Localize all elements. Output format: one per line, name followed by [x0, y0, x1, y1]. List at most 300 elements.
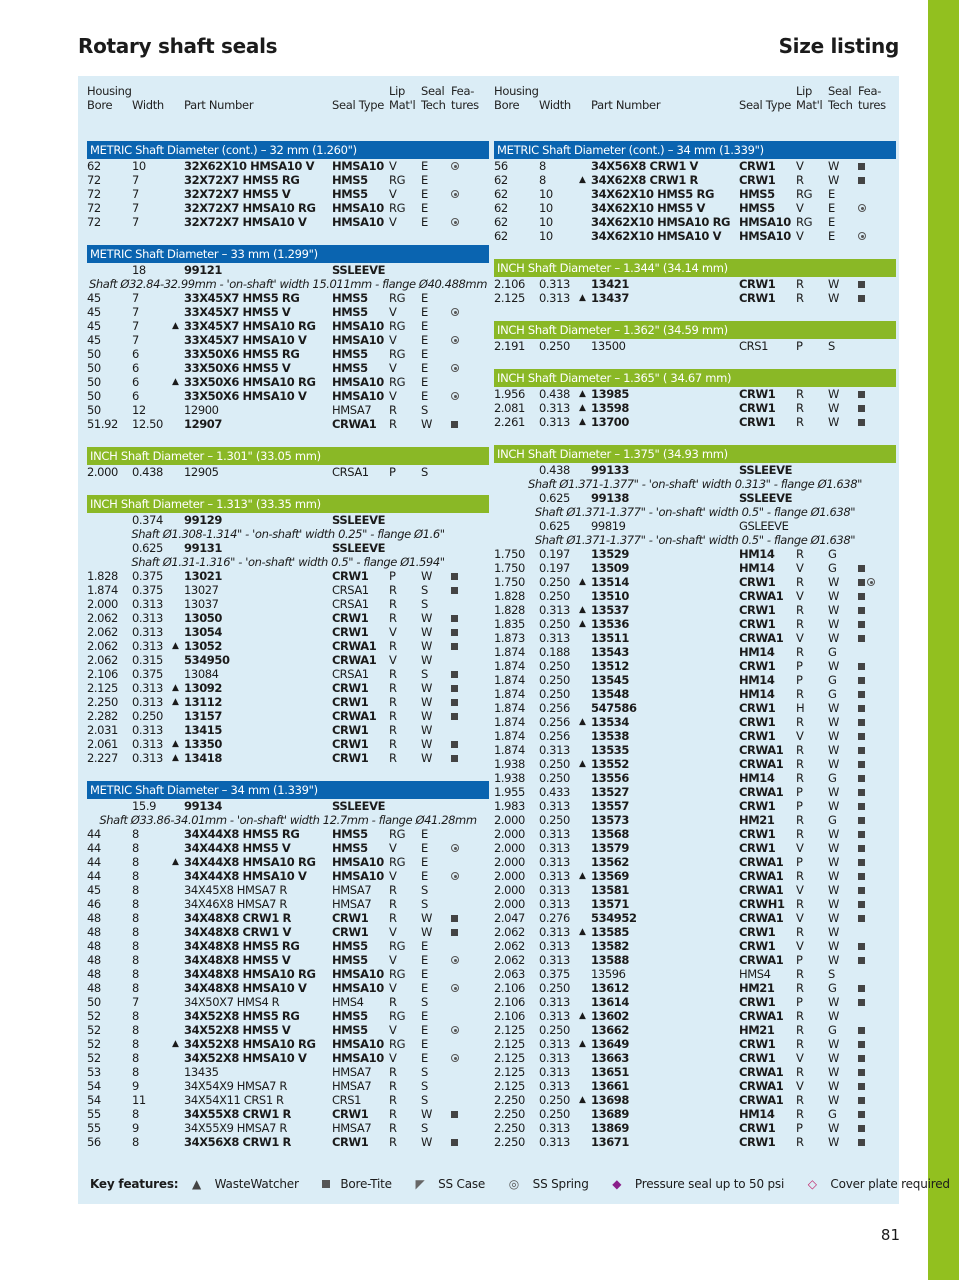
header-matl: Mat'l	[389, 98, 416, 112]
width-value: 9	[132, 1079, 139, 1093]
bore-tite-icon	[858, 621, 865, 628]
part-number: 34X56X8 CRW1 V	[591, 159, 699, 173]
ss-spring-icon	[451, 162, 459, 170]
seal-type: HMSA10	[332, 869, 384, 883]
part-number: 13557	[591, 799, 630, 813]
bore-tite-icon	[858, 691, 865, 698]
part-number: 13112	[184, 695, 223, 709]
width-value: 12	[132, 403, 146, 417]
seal-type: CRWH1	[739, 897, 785, 911]
bore-tite-icon	[451, 573, 458, 580]
bore-value: 2.191	[494, 339, 525, 353]
table-row	[87, 291, 489, 305]
header-tures: tures	[451, 98, 479, 112]
width-value: 0.256	[539, 729, 570, 743]
width-value: 15.9	[132, 799, 157, 813]
table-row	[87, 1107, 489, 1121]
part-number: 12905	[184, 465, 219, 479]
bore-tite-icon	[451, 741, 458, 748]
features	[451, 187, 459, 201]
seal-tech: W	[828, 701, 839, 715]
table-row	[494, 981, 896, 995]
part-number: 13512	[591, 659, 630, 673]
table-row	[494, 1135, 896, 1149]
bore-value: 50	[87, 375, 101, 389]
lip-material: RG	[389, 1037, 406, 1051]
lip-material: V	[796, 229, 804, 243]
seal-tech: S	[421, 597, 428, 611]
features	[858, 953, 867, 967]
sleeve-note: Shaft Ø1.371-1.377" - 'on-shaft' width 0.5" - flange Ø1.638"	[534, 505, 856, 519]
bore-value: 2.031	[87, 723, 118, 737]
lip-material: R	[389, 709, 397, 723]
seal-type: CRSA1	[332, 583, 369, 597]
lip-material: R	[389, 911, 397, 925]
seal-type: HMSA10	[332, 967, 384, 981]
seal-type: HMSA10	[739, 229, 791, 243]
seal-tech: E	[828, 215, 835, 229]
seal-type: CRWA1	[739, 911, 784, 925]
features	[451, 1135, 460, 1149]
table-row	[87, 1121, 489, 1135]
wastewatcher-icon: ▲	[579, 871, 586, 881]
seal-tech: S	[421, 897, 428, 911]
width-value: 0.375	[132, 667, 163, 681]
seal-tech: W	[828, 1037, 839, 1051]
seal-tech: W	[828, 939, 839, 953]
lip-material: P	[389, 465, 396, 479]
seal-type: HMS5	[332, 939, 368, 953]
width-value: 0.313	[539, 883, 570, 897]
bore-value: 2.062	[494, 939, 525, 953]
lip-material: V	[389, 1023, 397, 1037]
lip-material: RG	[389, 291, 406, 305]
seal-tech: W	[828, 841, 839, 855]
seal-tech: E	[421, 361, 428, 375]
seal-tech: G	[828, 547, 837, 561]
width-value: 0.250	[539, 687, 570, 701]
part-number: 13573	[591, 813, 630, 827]
part-number: 34X48X8 CRW1 V	[184, 925, 292, 939]
part-number: 13985	[591, 387, 630, 401]
ss-spring-icon	[451, 1026, 459, 1034]
ss-spring-icon	[451, 364, 459, 372]
header-lip: Lip	[796, 84, 813, 98]
table-row	[87, 417, 489, 431]
width-value: 0.188	[539, 645, 570, 659]
width-value: 0.250	[539, 813, 570, 827]
part-number: 13052	[184, 639, 223, 653]
seal-tech: E	[421, 1051, 428, 1065]
header-housing: Housing	[494, 84, 539, 98]
table-row	[494, 925, 896, 939]
bore-value: 55	[87, 1107, 101, 1121]
features	[858, 575, 875, 589]
lip-material: P	[796, 659, 803, 673]
part-number: 99819	[591, 519, 626, 533]
table-row	[494, 785, 896, 799]
bore-value: 2.106	[494, 277, 525, 291]
table-row	[494, 291, 896, 305]
bore-value: 50	[87, 995, 101, 1009]
table-row	[494, 387, 896, 401]
seal-tech: S	[421, 995, 428, 1009]
seal-type: HMSA10	[332, 215, 384, 229]
seal-type: HMS5	[332, 1009, 368, 1023]
seal-tech: S	[421, 583, 428, 597]
lip-material: R	[796, 617, 804, 631]
part-number: 12907	[184, 417, 223, 431]
seal-type: CRW1	[739, 1121, 776, 1135]
seal-tech: W	[828, 589, 839, 603]
width-value: 8	[132, 883, 139, 897]
width-value: 8	[132, 1107, 139, 1121]
part-number: 13510	[591, 589, 630, 603]
width-value: 0.313	[132, 681, 163, 695]
seal-type: CRW1	[332, 625, 369, 639]
features	[451, 911, 460, 925]
seal-tech: W	[828, 925, 839, 939]
seal-type: CRW1	[332, 751, 369, 765]
seal-type: SSLEEVE	[332, 513, 386, 527]
part-number: 32X72X7 HMS5 RG	[184, 173, 300, 187]
bore-tite-icon	[858, 999, 865, 1006]
seal-type: CRWA1	[739, 869, 784, 883]
bore-value: 72	[87, 173, 101, 187]
side-accent-bar	[928, 0, 959, 1280]
sleeve-note: Shaft Ø1.371-1.377" - 'on-shaft' width 0.313" - flange Ø1.638"	[527, 477, 863, 491]
lip-material: P	[389, 569, 396, 583]
features	[858, 291, 867, 305]
seal-type: HMSA7	[332, 1079, 372, 1093]
lip-material: R	[796, 291, 804, 305]
part-number: 13571	[591, 897, 630, 911]
bore-tite-icon	[858, 957, 865, 964]
part-number: 34X54X11 CRS1 R	[184, 1093, 284, 1107]
wastewatcher-icon: ▲	[579, 759, 586, 769]
width-value: 0.374	[132, 513, 163, 527]
bore-value: 2.000	[494, 869, 525, 883]
width-value: 0.313	[539, 1009, 570, 1023]
seal-tech: W	[828, 173, 839, 187]
bore-value: 2.062	[87, 625, 118, 639]
seal-type: CRW1	[332, 925, 369, 939]
part-number: 34X48X8 CRW1 R	[184, 911, 291, 925]
seal-tech: E	[421, 981, 428, 995]
header-tech: Tech	[421, 98, 446, 112]
part-number: 13614	[591, 995, 630, 1009]
bore-value: 50	[87, 361, 101, 375]
bore-value: 1.828	[87, 569, 118, 583]
seal-type: CRWA1	[332, 653, 377, 667]
width-value: 7	[132, 187, 139, 201]
bore-tite-icon	[451, 671, 458, 678]
lip-material: R	[796, 813, 804, 827]
wastewatcher-icon: ▲	[172, 321, 179, 331]
seal-type: CRWA1	[332, 639, 377, 653]
bore-value: 1.938	[494, 757, 525, 771]
lip-material: V	[796, 911, 804, 925]
seal-type: HM14	[739, 687, 775, 701]
table-row	[87, 173, 489, 187]
width-value: 0.256	[539, 701, 570, 715]
seal-tech: W	[421, 569, 432, 583]
lip-material: V	[796, 729, 804, 743]
width-value: 0.315	[132, 653, 163, 667]
seal-type: CRS1	[332, 1093, 362, 1107]
seal-type: GSLEEVE	[739, 519, 789, 533]
features	[451, 417, 460, 431]
header-seal-type: Seal Type	[332, 98, 384, 112]
wastewatcher-icon: ▲	[579, 1039, 586, 1049]
seal-type: HM14	[739, 1107, 775, 1121]
width-value: 0.313	[539, 925, 570, 939]
part-number: 13582	[591, 939, 630, 953]
wastewatcher-icon: ▲	[172, 377, 179, 387]
bore-value: 45	[87, 319, 101, 333]
seal-type: CRW1	[332, 737, 369, 751]
seal-type: CRWA1	[739, 1009, 784, 1023]
lip-material: R	[389, 1121, 397, 1135]
width-value: 0.313	[539, 1037, 570, 1051]
bore-tite-icon	[858, 1111, 865, 1118]
features	[451, 639, 460, 653]
seal-type: CRW1	[332, 695, 369, 709]
bore-tite-icon	[858, 1055, 865, 1062]
bore-value: 48	[87, 925, 101, 939]
seal-tech: W	[421, 751, 432, 765]
seal-tech: W	[828, 883, 839, 897]
seal-tech: W	[421, 653, 432, 667]
width-value: 18	[132, 263, 146, 277]
seal-type: HMSA7	[332, 883, 372, 897]
part-number: 33X50X6 HMSA10 V	[184, 389, 307, 403]
section-header: INCH Shaft Diameter – 1.301" (33.05 mm)	[87, 447, 489, 465]
features	[858, 897, 867, 911]
table-row	[87, 187, 489, 201]
bore-value: 2.062	[87, 611, 118, 625]
bore-value: 2.250	[494, 1107, 525, 1121]
part-number: 13092	[184, 681, 223, 695]
width-value: 0.625	[132, 541, 163, 555]
width-value: 0.313	[539, 415, 570, 429]
section-header: INCH Shaft Diameter – 1.375" (34.93 mm)	[494, 445, 896, 463]
width-value: 0.276	[539, 911, 570, 925]
features	[858, 229, 866, 243]
lip-material: V	[389, 389, 397, 403]
bore-value: 2.062	[87, 653, 118, 667]
width-value: 8	[132, 1051, 139, 1065]
lip-material: RG	[389, 855, 406, 869]
bore-tite-icon	[858, 281, 865, 288]
features	[451, 681, 460, 695]
features	[858, 911, 867, 925]
bore-tite-icon	[858, 985, 865, 992]
seal-type: CRW1	[739, 799, 776, 813]
part-number: 13552	[591, 757, 630, 771]
width-value: 7	[132, 173, 139, 187]
lip-material: R	[796, 827, 804, 841]
seal-tech: W	[421, 639, 432, 653]
width-value: 0.313	[539, 1079, 570, 1093]
table-row	[494, 687, 896, 701]
width-value: 0.313	[539, 855, 570, 869]
key-sscase: ◤ SS Case	[415, 1177, 486, 1191]
bore-value: 62	[494, 229, 508, 243]
ss-spring-icon	[858, 232, 866, 240]
header-tures: tures	[858, 98, 886, 112]
bore-value: 2.106	[494, 995, 525, 1009]
part-number: 13529	[591, 547, 630, 561]
lip-material: R	[796, 743, 804, 757]
bore-tite-icon	[451, 713, 458, 720]
width-value: 7	[132, 319, 139, 333]
seal-type: CRW1	[739, 701, 776, 715]
seal-tech: E	[421, 841, 428, 855]
width-value: 0.313	[539, 897, 570, 911]
features	[858, 1065, 867, 1079]
bore-tite-icon	[858, 565, 865, 572]
table-row	[87, 855, 489, 869]
lip-material: P	[796, 785, 803, 799]
part-number: 34X62X10 HMS5 RG	[591, 187, 714, 201]
part-number: 13021	[184, 569, 223, 583]
features	[451, 1107, 460, 1121]
width-value: 7	[132, 305, 139, 319]
bore-value: 1.874	[494, 701, 525, 715]
bore-tite-icon	[858, 873, 865, 880]
seal-type: HMSA10	[332, 1037, 384, 1051]
bore-value: 1.874	[87, 583, 118, 597]
table-row	[494, 757, 896, 771]
table-row	[87, 925, 489, 939]
table-row	[494, 401, 896, 415]
table-row	[494, 1051, 896, 1065]
bore-tite-icon	[858, 845, 865, 852]
width-value: 6	[132, 375, 139, 389]
seal-tech: E	[421, 375, 428, 389]
bore-tite-icon	[451, 629, 458, 636]
bore-value: 48	[87, 953, 101, 967]
lip-material: R	[389, 695, 397, 709]
part-number: 33X50X6 HMS5 V	[184, 361, 291, 375]
table-row	[87, 827, 489, 841]
header-lip: Lip	[389, 84, 406, 98]
bore-value: 62	[494, 173, 508, 187]
seal-tech: W	[828, 757, 839, 771]
lip-material: R	[796, 925, 804, 939]
table-row	[494, 547, 896, 561]
lip-material: R	[796, 1107, 804, 1121]
table-row	[87, 1009, 489, 1023]
seal-type: HMSA10	[332, 159, 384, 173]
features	[451, 737, 460, 751]
width-value: 0.313	[539, 401, 570, 415]
features	[451, 159, 459, 173]
part-number: 99131	[184, 541, 223, 555]
bore-tite-icon	[858, 579, 865, 586]
lip-material: R	[796, 1135, 804, 1149]
part-number: 13700	[591, 415, 630, 429]
width-value: 0.250	[539, 617, 570, 631]
part-number: 99133	[591, 463, 630, 477]
part-number: 13514	[591, 575, 630, 589]
bore-tite-icon	[858, 775, 865, 782]
seal-type: CRS1	[739, 339, 769, 353]
part-number: 13054	[184, 625, 223, 639]
wastewatcher-icon: ▲	[579, 1095, 586, 1105]
width-value: 0.313	[539, 939, 570, 953]
table-row	[494, 1037, 896, 1051]
features	[451, 569, 460, 583]
part-number: 13037	[184, 597, 219, 611]
bore-tite-icon	[858, 761, 865, 768]
table-row	[87, 737, 489, 751]
features	[858, 659, 867, 673]
bore-value: 2.061	[87, 737, 118, 751]
features	[858, 201, 866, 215]
width-value: 0.313	[539, 841, 570, 855]
features	[451, 709, 460, 723]
seal-type: SSLEEVE	[739, 463, 793, 477]
width-value: 8	[539, 173, 546, 187]
bore-value: 51.92	[87, 417, 118, 431]
width-value: 0.250	[539, 1093, 570, 1107]
seal-tech: G	[828, 561, 837, 575]
sleeve-note: Shaft Ø33.86-34.01mm - 'on-shaft' width 12.7mm - flange Ø41.28mm	[99, 813, 477, 827]
part-number: 13662	[591, 1023, 630, 1037]
features	[858, 603, 867, 617]
table-row	[494, 659, 896, 673]
bore-value: 2.250	[494, 1093, 525, 1107]
bore-tite-icon	[858, 1027, 865, 1034]
seal-tech: E	[421, 1037, 428, 1051]
seal-type: HMS5	[332, 187, 368, 201]
bore-tite-icon	[451, 915, 458, 922]
seal-tech: G	[828, 687, 837, 701]
part-number: 33X45X7 HMS5 V	[184, 305, 291, 319]
part-number: 34X52X8 HMS5 V	[184, 1023, 291, 1037]
table-row	[87, 841, 489, 855]
table-row	[87, 403, 489, 417]
table-row	[494, 187, 896, 201]
seal-type: CRW1	[739, 841, 776, 855]
seal-type: HMS5	[739, 201, 775, 215]
bore-value: 44	[87, 827, 101, 841]
wastewatcher-icon: ▲	[172, 683, 179, 693]
seal-tech: W	[828, 603, 839, 617]
lip-material: RG	[389, 967, 406, 981]
lip-material: R	[796, 387, 804, 401]
width-value: 12.50	[132, 417, 163, 431]
ss-spring-icon	[451, 218, 459, 226]
width-value: 0.250	[539, 981, 570, 995]
bore-tite-icon	[858, 419, 865, 426]
lip-material: R	[796, 547, 804, 561]
header-matl: Mat'l	[796, 98, 823, 112]
seal-tech: W	[828, 1009, 839, 1023]
seal-type: CRWA1	[739, 631, 784, 645]
features	[858, 589, 867, 603]
seal-type: HM14	[739, 561, 775, 575]
bore-value: 2.125	[494, 291, 525, 305]
bore-tite-icon	[451, 685, 458, 692]
table-row	[87, 465, 489, 479]
part-number: 32X72X7 HMS5 V	[184, 187, 291, 201]
lip-material: RG	[389, 1009, 406, 1023]
seal-tech: W	[828, 897, 839, 911]
lip-material: V	[389, 981, 397, 995]
